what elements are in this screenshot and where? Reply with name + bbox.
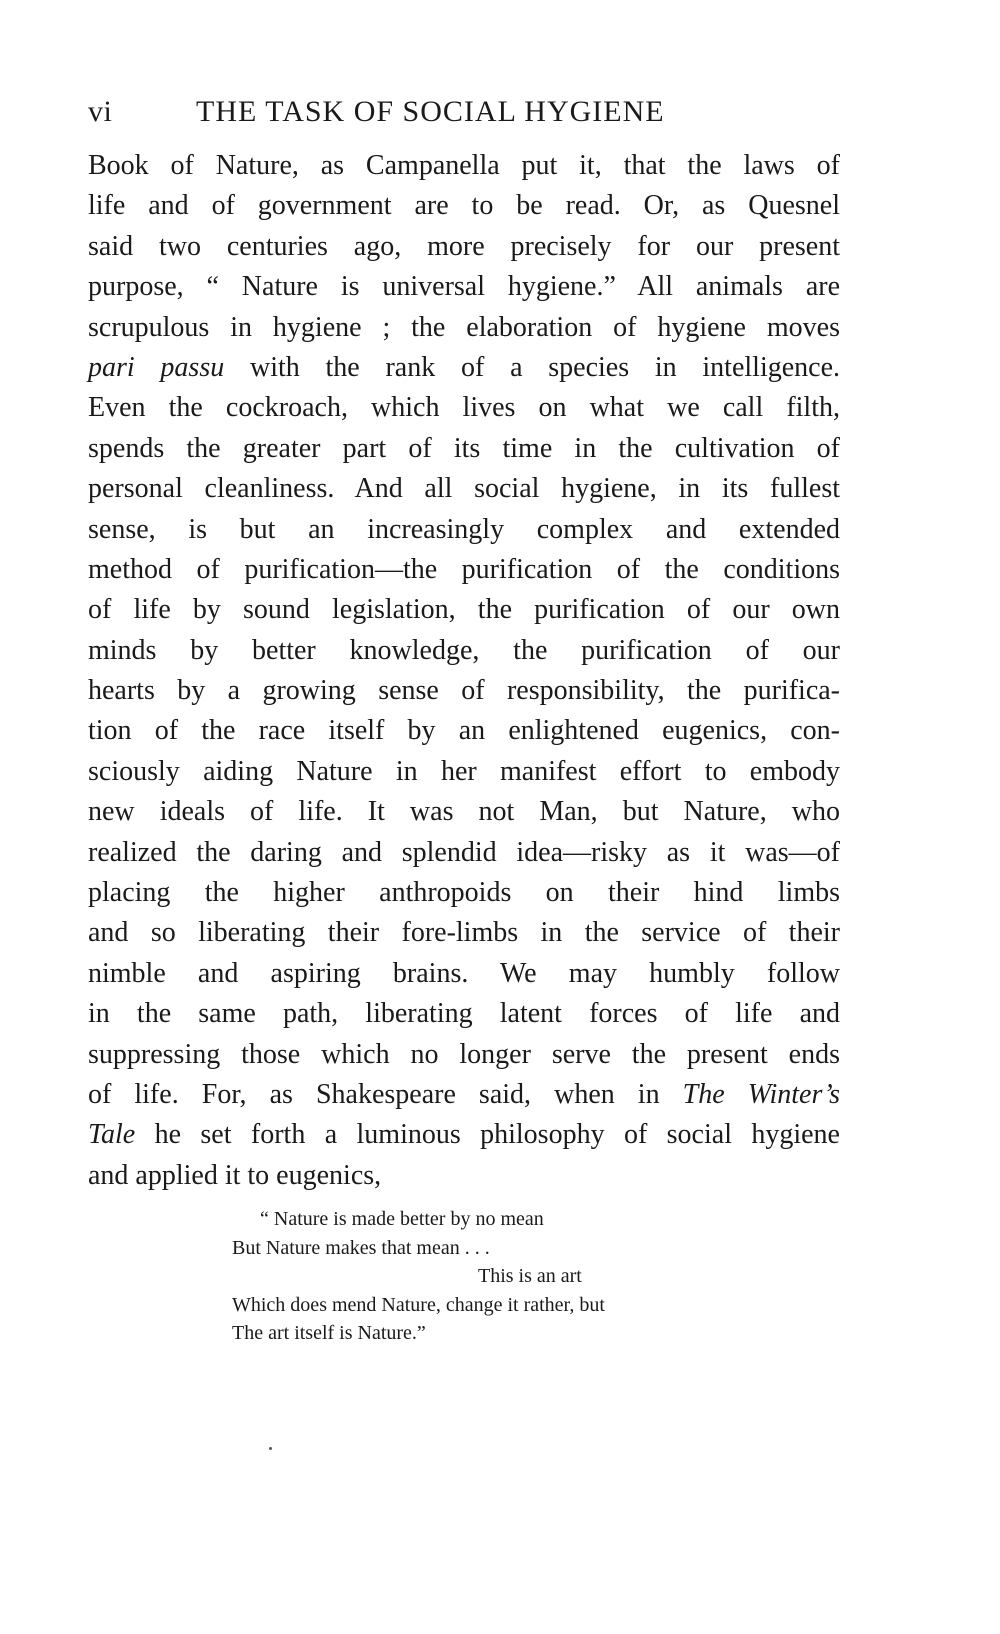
italic-title: Tale: [88, 1119, 136, 1151]
verse-quotation: [232, 1205, 792, 1348]
text-line: personal cleanliness. And all social hygiene, in its fullest: [88, 473, 840, 505]
text-line: sense, is but an increasingly complex and extended: [88, 513, 840, 545]
running-head: [88, 92, 768, 132]
text-line: in the same path, liberating latent forces of life and: [88, 998, 840, 1030]
text-line: suppressing those which no longer serve the present ends: [88, 1038, 840, 1070]
text-line: purpose, “ Nature is universal hygiene.” All animals are: [88, 271, 840, 303]
italic-phrase: pari passu: [88, 351, 225, 383]
text-line: nimble and aspiring brains. We may humbly follow: [88, 957, 840, 989]
text-line: placing the higher anthropoids on their hind limbs: [88, 877, 840, 909]
text-line: scrupulous in hygiene ; the elaboration of hygiene moves: [88, 311, 840, 343]
text-line: tion of the race itself by an enlightened eugenics, con-: [88, 715, 840, 747]
text-line: and applied it to eugenics,: [88, 1159, 382, 1191]
text-line: [88, 348, 840, 388]
text-line: life and of government are to be read. Or, as Quesnel: [88, 190, 840, 222]
text-line: minds by better knowledge, the purification of our: [88, 634, 840, 666]
line-rest: with the rank of a species in intelligence.: [224, 351, 841, 383]
line-rest: he set forth a luminous philosophy of social hygiene: [135, 1119, 840, 1151]
text-line: realized the daring and splendid idea—risky as it was—of: [88, 836, 840, 868]
quote-line: “ Nature is made better by no mean: [260, 1208, 544, 1230]
text-line: [88, 1075, 840, 1115]
quote-line: The art itself is Nature.”: [232, 1322, 426, 1344]
text-line: Even the cockroach, which lives on what we call filth,: [88, 392, 840, 424]
text-line: Book of Nature, as Campanella put it, that the laws of: [88, 150, 840, 181]
text-line: of life by sound legislation, the purification of our own: [88, 594, 840, 626]
quote-line: But Nature makes that mean . . .: [232, 1236, 490, 1259]
text-line: method of purification—the purification of the conditions: [88, 553, 840, 585]
text-line: new ideals of life. It was not Man, but Nature, who: [88, 796, 840, 828]
text-line: sciously aiding Nature in her manifest effort to embody: [88, 755, 840, 787]
page-number: vi: [88, 95, 113, 128]
body-paragraph: [88, 146, 840, 1196]
text-line: hearts by a growing sense of responsibility, the purifica-: [88, 675, 840, 707]
ink-speck: [269, 1447, 272, 1450]
text-line: [88, 1115, 840, 1155]
text-line: said two centuries ago, more precisely for our present: [88, 230, 840, 262]
text-line: and so liberating their fore-limbs in the service of their: [88, 917, 840, 949]
text-line: spends the greater part of its time in the cultivation of: [88, 432, 840, 464]
line-text: of life. For, as Shakespeare said, when in: [88, 1078, 683, 1110]
quote-line: This is an art: [478, 1265, 582, 1287]
italic-title: The Winter’s: [682, 1078, 841, 1110]
quote-line: Which does mend Nature, change it rather, but: [232, 1293, 605, 1316]
running-title: THE TASK OF SOCIAL HYGIENE: [196, 95, 665, 128]
